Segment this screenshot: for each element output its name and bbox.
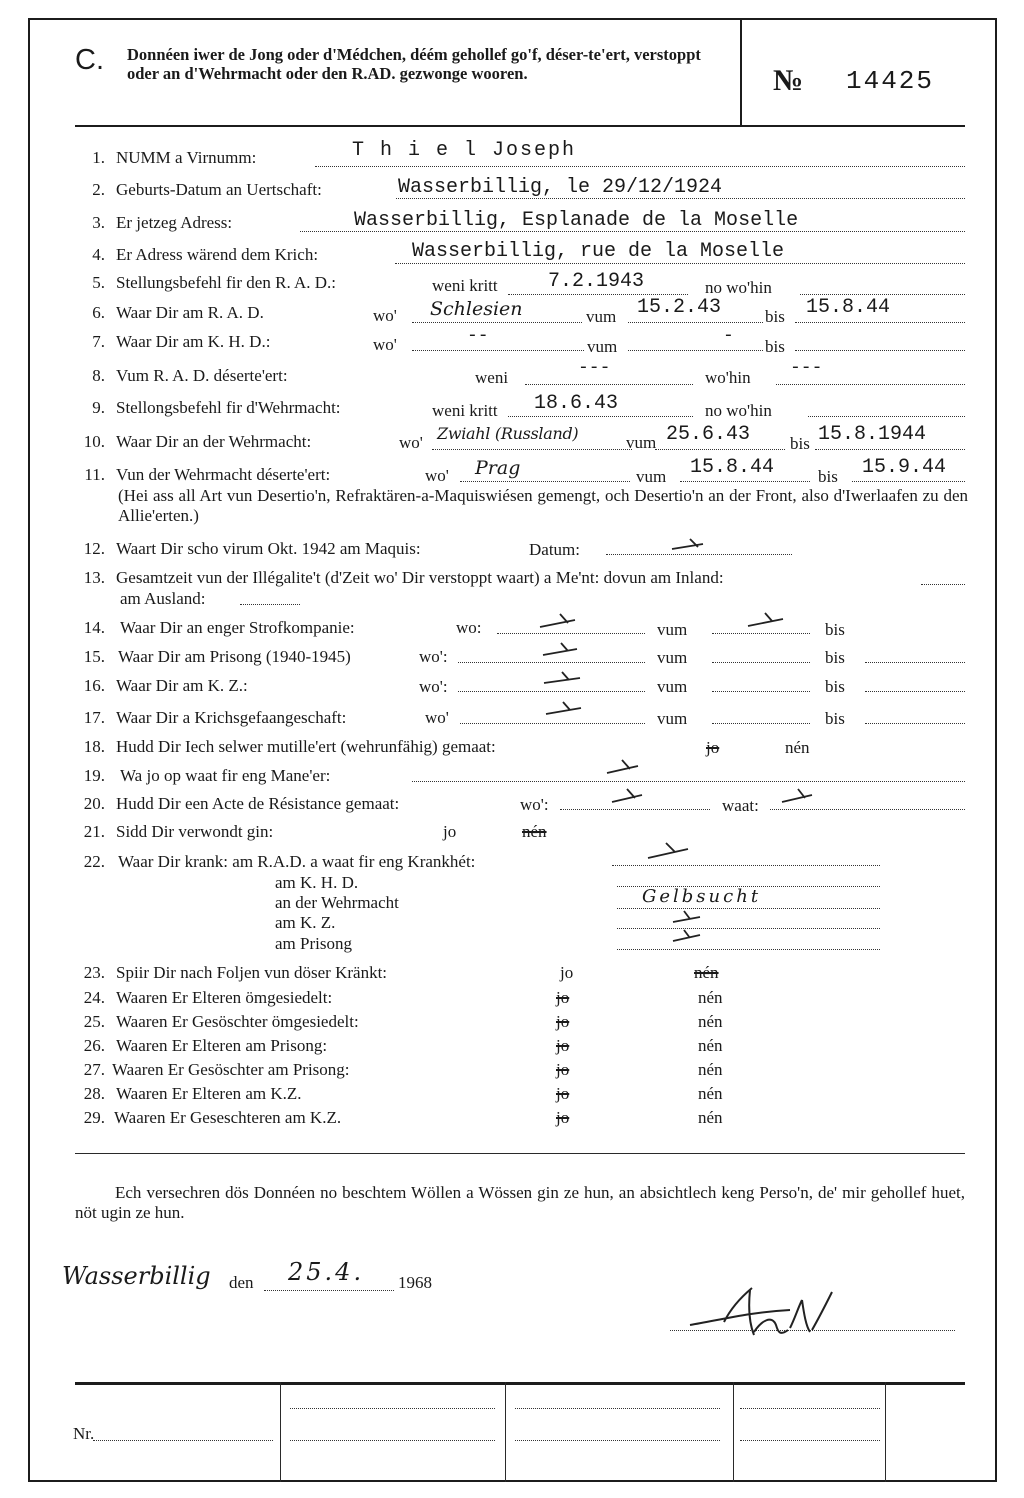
table-divider <box>885 1382 886 1482</box>
row-number: 8. <box>92 366 105 385</box>
table-line <box>515 1440 720 1441</box>
wohin-label: wo'hin <box>705 368 751 387</box>
wo-label: wo' <box>373 335 397 354</box>
nowohin-label: no wo'hin <box>705 401 772 420</box>
table-divider <box>505 1382 506 1482</box>
row-label: Stellongsbefehl fir d'Wehrmacht: <box>116 398 341 417</box>
desert-from: 15.8.44 <box>690 456 775 479</box>
row-number: 15. <box>83 647 105 666</box>
row-label: Waar Dir a Krichsgefaangeschaft: <box>116 708 347 727</box>
row-label: Waar Dir an der Wehrmacht: <box>116 432 312 451</box>
answer-jo: jo <box>560 963 574 982</box>
wehrmacht-from: 25.6.43 <box>666 423 751 446</box>
vum-label: vum <box>636 467 667 486</box>
vum-label: vum <box>657 709 688 728</box>
sub-label: am K. H. D. <box>275 873 359 892</box>
sub-label: an der Wehrmacht <box>275 893 399 912</box>
row-number: 12. <box>83 539 105 558</box>
answer-jo-struck: jo <box>556 1012 570 1031</box>
rad-to: 15.8.44 <box>806 296 891 319</box>
signature <box>680 1280 880 1350</box>
row-number: 3. <box>92 213 105 232</box>
table-line <box>515 1408 720 1409</box>
row-number: 26. <box>83 1036 105 1055</box>
row-label: Er jetzeg Adress: <box>116 213 233 232</box>
answer-nen-struck: nén <box>694 963 719 982</box>
row-label: Waart Dir scho virum Okt. 1942 am Maquis: <box>116 539 421 558</box>
row-label: Waaren Er Geseschteren am K.Z. <box>114 1108 342 1127</box>
row-number: 23. <box>83 963 105 982</box>
row-number: 20. <box>83 794 105 813</box>
row-label: Waaren Er Gesöschter ömgesiedelt: <box>116 1012 359 1031</box>
nr-label: Nr. <box>73 1424 95 1443</box>
answer-jo-struck: jo <box>556 1084 570 1103</box>
vum-label: vum <box>586 307 617 326</box>
row-number: 19. <box>83 766 105 785</box>
table-line <box>740 1440 880 1441</box>
bis-label: bis <box>765 307 785 326</box>
answer-nen: nén <box>785 738 810 757</box>
datum-label: Datum: <box>529 540 580 559</box>
row-number: 24. <box>83 988 105 1007</box>
birth-value: Wasserbillig, le 29/12/1924 <box>398 176 723 199</box>
declaration-text: Ech versechren dös Donnéen no beschtem Wöllen a Wössen gin ze hun, an absichtlech keng Perso'n, de' mir gehollef huet, nöt ugin ze hun. <box>75 1183 965 1222</box>
row-label: Waaren Er Elteren ömgesiedelt: <box>116 988 333 1007</box>
table-top-rule <box>75 1382 965 1385</box>
section-letter: C. <box>75 44 104 76</box>
row-label: Waar Dir an enger Strofkompanie: <box>120 618 355 637</box>
row-label: NUMM a Virnumm: <box>116 148 257 167</box>
wo-label: wo' <box>373 306 397 325</box>
wehrmacht-to: 15.8.1944 <box>818 423 927 446</box>
desert-place: Prag <box>475 457 521 479</box>
khd-from: - <box>723 326 734 346</box>
row-label: Waaren Er Elteren am K.Z. <box>116 1084 302 1103</box>
section-title: Donnéen iwer de Jong oder d'Médchen, déém gehollef go'f, déser-te'ert, verstoppt oder an d'Wehrmacht oder den R.AD. gezwonge wooren. <box>127 45 701 83</box>
row-label: Sidd Dir verwondt gin: <box>116 822 274 841</box>
date-line <box>264 1290 394 1291</box>
row-number: 5. <box>92 273 105 292</box>
row-number: 21. <box>83 822 105 841</box>
desertion-note: (Hei ass all Art vun Desertio'n, Refraktären-a-Maquiswiésen gemengt, och Desertio'n an der Front, also d'Iwerlaafen zu den Allie'erten.) <box>118 486 968 525</box>
war-address-value: Wasserbillig, rue de la Moselle <box>412 240 785 263</box>
answer-nen: nén <box>698 1060 723 1079</box>
answer-jo-struck: jo <box>706 738 720 757</box>
answer-nen: nén <box>698 1012 723 1031</box>
row-label: Vum R. A. D. déserte'ert: <box>116 366 288 385</box>
row-number: 18. <box>83 737 105 756</box>
wo-label: wo' <box>425 466 449 485</box>
row-number: 10. <box>83 432 105 451</box>
answer-jo-struck: jo <box>556 1108 570 1127</box>
answer-jo-struck: jo <box>556 988 570 1007</box>
illness-wehrmacht: Gelbsucht <box>642 886 762 907</box>
row-number: 13. <box>83 568 105 587</box>
weni-label: weni kritt <box>432 276 498 295</box>
bis-label: bis <box>825 620 845 639</box>
wo-label: wo' <box>399 433 423 452</box>
form-number: 14425 <box>846 66 935 96</box>
answer-nen: nén <box>698 1084 723 1103</box>
signature-year: 1968 <box>398 1273 432 1292</box>
weni-label: weni <box>475 368 509 387</box>
bis-label: bis <box>825 709 845 728</box>
row-number: 22. <box>83 852 105 871</box>
wo-label: wo': <box>419 677 448 696</box>
row-number: 9. <box>92 398 105 417</box>
den-label: den <box>229 1273 254 1292</box>
table-line <box>93 1440 273 1441</box>
rad-place: Schlesien <box>430 298 523 320</box>
address-value: Wasserbillig, Esplanade de la Moselle <box>354 209 799 232</box>
row-label: Waar Dir krank: am R.A.D. a waat fir eng Krankhét: <box>118 852 476 871</box>
wehrmacht-place: Zwiahl (Russland) <box>437 424 579 443</box>
bis-label: bis <box>818 467 838 486</box>
table-divider <box>733 1382 734 1482</box>
row-label: Hudd Dir een Acte de Résistance gemaat: <box>116 794 400 813</box>
wo-label: wo': <box>419 647 448 666</box>
wehrmacht-order-date: 18.6.43 <box>534 392 619 415</box>
bis-label: bis <box>765 337 785 356</box>
number-sign: № <box>773 64 804 97</box>
nowohin-label: no wo'hin <box>705 278 772 297</box>
row-label: Er Adress wärend dem Krich: <box>116 245 319 264</box>
office-table <box>75 1382 965 1482</box>
row-label: Geburts-Datum an Uertschaft: <box>116 180 322 199</box>
row-label: Gesamtzeit vun der Illégalite't (d'Zeit wo' Dir verstoppt waart) a Me'nt: dovun am Inland: <box>116 568 724 587</box>
row-label: Waaren Er Elteren am Prisong: <box>116 1036 328 1055</box>
table-line <box>290 1440 495 1441</box>
row-label: Wa jo op waat fir eng Mane'er: <box>120 766 331 785</box>
row-label: Stellungsbefehl fir den R. A. D.: <box>116 273 337 292</box>
row-number: 4. <box>92 245 105 264</box>
wo-label: wo' <box>425 708 449 727</box>
desert-rad-dest: --- <box>790 358 823 378</box>
vum-label: vum <box>587 337 618 356</box>
vum-label: vum <box>657 648 688 667</box>
vum-label: vum <box>626 433 657 452</box>
row-label: Waar Dir am K. Z.: <box>116 676 248 695</box>
sub-label: am K. Z. <box>275 913 336 932</box>
wo-label: wo: <box>456 618 482 637</box>
rad-order-date: 7.2.1943 <box>548 270 645 293</box>
row-label: Waar Dir am R. A. D. <box>116 303 264 322</box>
answer-nen-struck: nén <box>522 822 547 841</box>
desert-rad-date: --- <box>578 358 611 378</box>
answer-nen: nén <box>698 1108 723 1127</box>
answer-jo-struck: jo <box>556 1036 570 1055</box>
row-number: 11. <box>84 465 105 484</box>
row-number: 7. <box>92 332 105 351</box>
answer-nen: nén <box>698 988 723 1007</box>
weni-label: weni kritt <box>432 401 498 420</box>
vum-label: vum <box>657 620 688 639</box>
signature-date: 25.4. <box>288 1258 365 1286</box>
answer-jo: jo <box>443 822 457 841</box>
rad-from: 15.2.43 <box>637 296 722 319</box>
row-label: Waaren Er Gesöschter am Prisong: <box>112 1060 350 1079</box>
name-value: T h i e l Joseph <box>352 139 577 162</box>
bis-label: bis <box>825 677 845 696</box>
row-number: 27. <box>83 1060 105 1079</box>
row-label: Spiir Dir nach Foljen vun döser Kränkt: <box>116 963 388 982</box>
row-number: 6. <box>92 303 105 322</box>
row-label: Waar Dir am K. H. D.: <box>116 332 271 351</box>
row-number: 17. <box>83 708 105 727</box>
khd-place: -- <box>467 326 489 346</box>
row-label: Waar Dir am Prisong (1940-1945) <box>118 647 351 666</box>
table-line <box>740 1408 880 1409</box>
wo-label: wo': <box>520 795 549 814</box>
table-divider <box>280 1382 281 1482</box>
row-number: 28. <box>83 1084 105 1103</box>
waat-label: waat: <box>722 796 759 815</box>
sub-label: am Prisong <box>275 934 352 953</box>
row-label: Vun der Wehrmacht déserte'ert: <box>116 465 331 484</box>
desert-to: 15.9.44 <box>862 456 947 479</box>
declaration-rule <box>75 1153 965 1154</box>
bis-label: bis <box>790 434 810 453</box>
vum-label: vum <box>657 677 688 696</box>
row-number: 1. <box>92 148 105 167</box>
row-number: 2. <box>92 180 105 199</box>
row-label: Hudd Dir Iech selwer mutille'ert (wehrunfähig) gemaat: <box>116 737 496 756</box>
ausland-label: am Ausland: <box>120 589 206 608</box>
row-number: 29. <box>83 1108 105 1127</box>
row-number: 16. <box>83 676 105 695</box>
answer-jo-struck: jo <box>556 1060 570 1079</box>
table-line <box>290 1408 495 1409</box>
row-number: 25. <box>83 1012 105 1031</box>
bis-label: bis <box>825 648 845 667</box>
answer-nen: nén <box>698 1036 723 1055</box>
signature-place: Wasserbillig <box>62 1262 211 1290</box>
row-number: 14. <box>83 618 105 637</box>
